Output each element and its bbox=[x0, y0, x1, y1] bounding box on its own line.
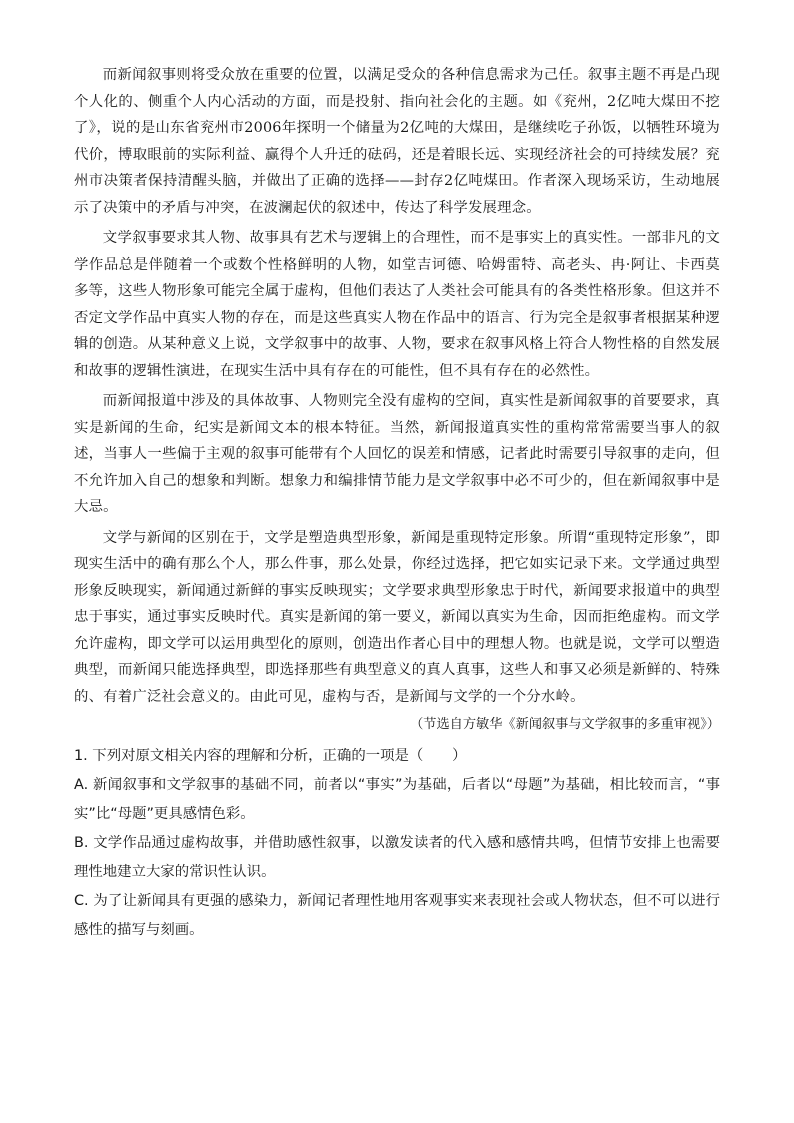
question-stem: 1. 下列对原文相关内容的理解和分析，正确的一项是（ ） bbox=[74, 748, 467, 764]
option-b: B. 文学作品通过虚构故事，并借助感性叙事，以激发读者的代入感和感情共鸣，但情节安排上也需要理性地建立大家的常识性认识。 bbox=[74, 835, 720, 880]
document-page bbox=[74, 62, 720, 945]
question-block bbox=[74, 742, 720, 945]
option-c: C. 为了让新闻具有更强的感染力，新闻记者理性地用客观事实来表现社会或人物状态，但不可以进行感性的描写与刻画。 bbox=[74, 893, 720, 938]
option-a: A. 新闻叙事和文学叙事的基础不同，前者以“事实”为基础，后者以“母题”为基础，相比较而言，“事实”比“母题”更具感情色彩。 bbox=[74, 777, 720, 822]
passage-paragraph: 文学与新闻的区别在于，文学是塑造典型形象，新闻是重现特定形象。所谓“重现特定形象”，即现实生活中的确有那么个人，那么件事，那么处景，你经过选择，把它如实记录下来。文学通过典型形象反映现实，新闻通过新鲜的事实反映现实；文学要求典型形象忠于时代，新闻要求报道中的典型忠于事实，通过事实反映时代。真实是新闻的第一要义，新闻以真实为生命，因而拒绝虚构。而文学允许虚构，即文学可以运用典型化的原则，创造出作者心目中的理想人物。也就是说，文学可以塑造典型，而新闻只能选择典型，即选择那些有典型意义的真人真事，这些人和事又必须是新鲜的、特殊的、有着广泛社会意义的。由此可见，虚构与否，是新闻与文学的一个分水岭。 bbox=[74, 529, 720, 705]
passage-paragraph: 而新闻叙事则将受众放在重要的位置，以满足受众的各种信息需求为己任。叙事主题不再是凸现个人化的、侧重个人内心活动的方面，而是投射、指向社会化的主题。如《兖州，2亿吨大煤田不挖了》，说的是山东省兖州市2006年探明一个储量为2亿吨的大煤田，是继续吃子孙饭，以牺牲环境为代价，博取眼前的实际利益、赢得个人升迁的砝码，还是着眼长远、实现经济社会的可持续发展？兖州市决策者保持清醒头脑，并做出了正确的选择——封存2亿吨煤田。作者深入现场采访，生动地展示了决策中的矛盾与冲突，在波澜起伏的叙述中，传达了科学发展理念。 bbox=[74, 67, 720, 216]
passage-paragraph: 文学叙事要求其人物、故事具有艺术与逻辑上的合理性，而不是事实上的真实性。一部非凡的文学作品总是伴随着一个或数个性格鲜明的人物，如堂吉诃德、哈姆雷特、高老头、冉·阿让、卡西莫多等，这些人物形象可能完全属于虚构，但他们表达了人类社会可能具有的各类性格形象。但这并不否定文学作品中真实人物的存在，而是这些真实人物在作品中的语言、行为完全是叙事者根据某种逻辑的创造。从某种意义上说，文学叙事中的故事、人物，要求在叙事风格上符合人物性格的自然发展和故事的逻辑性演进，在现实生活中具有存在的可能性，但不具有存在的必然性。 bbox=[74, 230, 720, 379]
passage-source: （节选自方敏华《新闻叙事与文学叙事的多重审视》） bbox=[410, 717, 720, 732]
reading-passage bbox=[74, 62, 720, 710]
passage-paragraph: 而新闻报道中涉及的具体故事、人物则完全没有虚构的空间，真实性是新闻叙事的首要要求，真实是新闻的生命，纪实是新闻文本的根本特征。当然，新闻报道真实性的重构常常需要当事人的叙述，当事人一些偏于主观的叙事可能带有个人回忆的误差和情感，记者此时需要引导叙事的走向，但不允许加入自己的想象和判断。想象力和编排情节能力是文学叙事中必不可少的，但在新闻叙事中是大忌。 bbox=[74, 393, 720, 515]
